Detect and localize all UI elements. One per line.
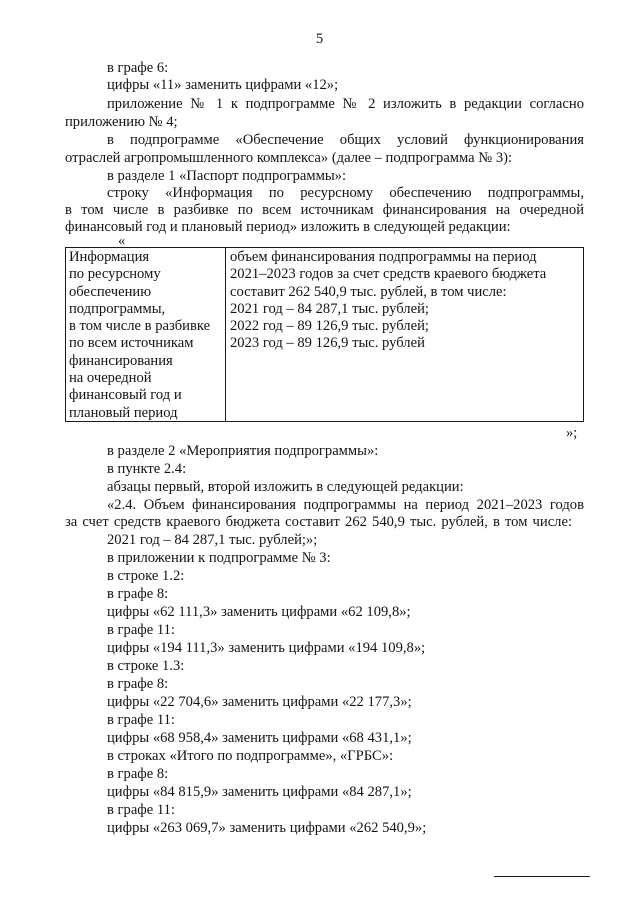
paragraph-line: в графе 8: [107,766,169,782]
paragraph-line: в пункте 2.4: [107,461,187,477]
table-cell-line: плановый период [69,404,178,421]
paragraph-line: 2021 год – 84 287,1 тыс. рублей;»; [107,532,318,548]
paragraph-line: в графе 8: [107,676,169,692]
paragraph-line: приложение № 1 к подпрограмме № 2 изложить в редакции согласно [107,96,584,112]
paragraph-line: приложению № 4; [65,114,178,130]
paragraph-line: финансовый год и плановый период» изложить в следующей редакции: [65,219,511,235]
paragraph-line: в графе 11: [107,802,175,818]
table-cell-line: обеспечению [69,283,152,300]
table-cell-line: подпрограммы, [69,300,166,317]
paragraph-line: цифры «263 069,7» заменить цифрами «262 540,9»; [107,820,427,836]
page-number: 5 [315,31,324,47]
table-cell-line: составит 262 540,9 тыс. рублей, в том числе: [230,283,507,300]
paragraph-line: цифры «11» заменить цифрами «12»; [107,77,339,93]
paragraph-line: отраслей агропромышленного комплекса» (далее – подпрограмма № 3): [65,150,513,166]
paragraph-line: в подпрограмме «Обеспечение общих условий функционирования [107,132,584,148]
paragraph-line: цифры «68 958,4» заменить цифрами «68 431,1»; [107,730,412,746]
open-quote: « [118,233,126,249]
paragraph-line: строку «Информация по ресурсному обеспечению подпрограммы, [107,185,584,201]
table-cell-line: 2022 год – 89 126,9 тыс. рублей; [230,318,429,335]
paragraph-line: в строках «Итого по подпрограмме», «ГРБС»: [107,748,394,764]
table-cell-line: 2021 год – 84 287,1 тыс. рублей; [230,300,429,317]
paragraph-line: в разделе 2 «Мероприятия подпрограммы»: [107,443,379,459]
table-cell-line: Информация [69,249,150,265]
table-cell-line: финансирования [69,352,173,369]
paragraph-line: в графе 11: [107,622,175,638]
bottom-rule [494,876,590,877]
resource-info-table [65,247,584,422]
table-cell-line: объем финансирования подпрограммы на период [230,249,537,265]
table-cell-value [226,248,583,421]
paragraph-line: цифры «62 111,3» заменить цифрами «62 109,8»; [107,604,411,620]
paragraph-line: в строке 1.3: [107,658,185,674]
paragraph-line: в разделе 1 «Паспорт подпрограммы»: [107,168,347,184]
paragraph-line: в графе 6: [107,60,169,76]
table-cell-line: 2021–2023 годов за счет средств краевого бюджета [230,266,547,283]
paragraph-line: в строке 1.2: [107,568,185,584]
paragraph-line: в графе 11: [107,712,175,728]
table-cell-label [66,248,226,421]
table-cell-line: по ресурсному [69,266,161,283]
close-quote: »; [566,425,578,441]
paragraph-line: за счет средств краевого бюджета составит 262 540,9 тыс. рублей, в том числе: [65,514,572,530]
paragraph-line: «2.4. Объем финансирования подпрограммы на период 2021–2023 годов [107,497,584,513]
table-cell-line: 2023 год – 89 126,9 тыс. рублей [230,335,425,352]
paragraph-line: цифры «84 815,9» заменить цифрами «84 287,1»; [107,784,412,800]
paragraph-line: в приложении к подпрограмме № 3: [107,550,331,566]
paragraph-line: в графе 8: [107,586,169,602]
table-cell-line: по всем источникам [69,335,194,352]
paragraph-line: в том числе в разбивке по всем источникам финансирования на очередной [65,202,584,218]
table-cell-line: в том числе в разбивке [69,318,211,335]
paragraph-line: абзацы первый, второй изложить в следующей редакции: [107,479,464,495]
paragraph-line: цифры «194 111,3» заменить цифрами «194 109,8»; [107,640,426,656]
table-cell-line: финансовый год и [69,387,182,404]
table-cell-line: на очередной [69,370,152,387]
paragraph-line: цифры «22 704,6» заменить цифрами «22 177,3»; [107,694,412,710]
